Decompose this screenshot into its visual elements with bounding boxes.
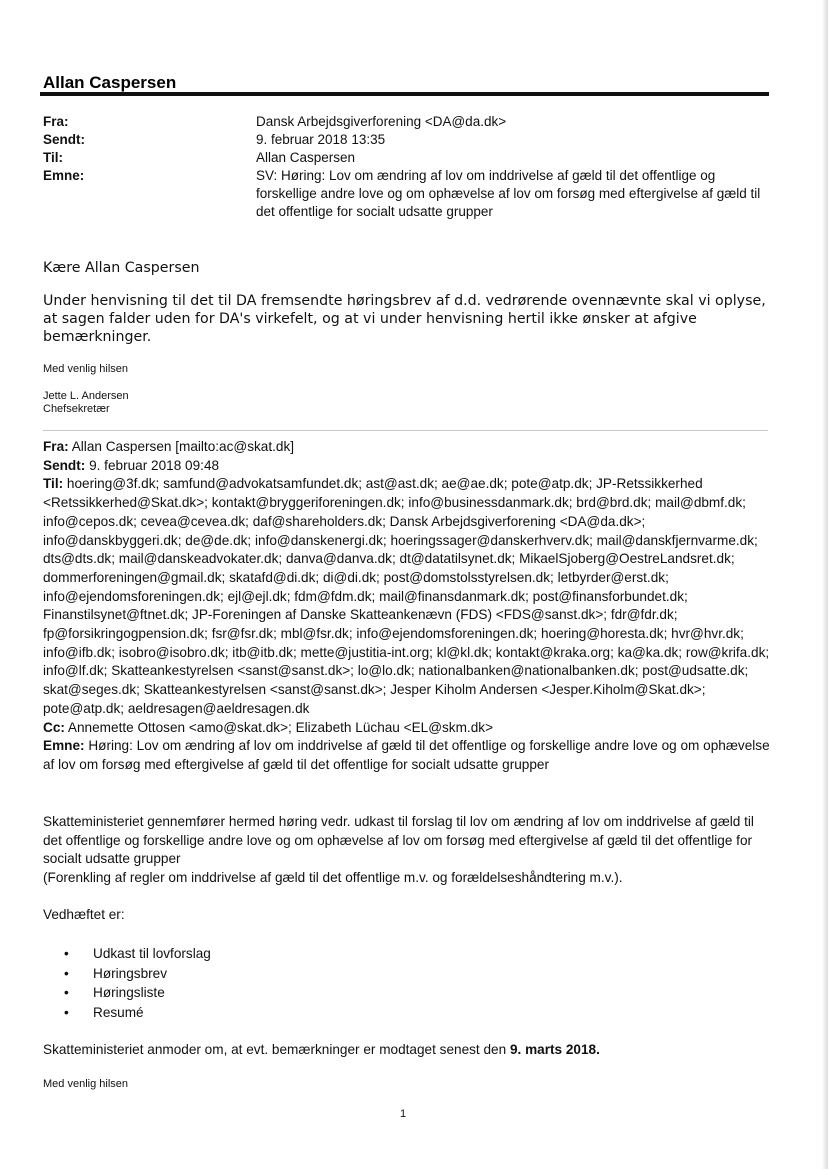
fwd-from-label: Fra: <box>43 439 69 454</box>
attachment-item <box>64 964 211 984</box>
fwd-to-label: Til: <box>43 476 64 492</box>
header-sent-value: 9. februar 2018 13:35 <box>256 132 386 147</box>
bullet-icon: • <box>64 985 69 1001</box>
fwd-from-value: Allan Caspersen [mailto:ac@skat.dk] <box>68 439 295 454</box>
header-to-label: Til: <box>43 150 63 165</box>
header-from-row <box>43 113 773 131</box>
sender-name: Allan Caspersen <box>43 73 177 92</box>
attached-label: Vedhæftet er: <box>43 907 125 922</box>
reply-body: Under henvisning til det til DA fremsendte høringsbrev af d.d. vedrørende ovennævnte skal vi oplyse, at sagen falder uden for DA's virkefelt, og at vi under henvisning hertil ikke ønsker at afgive bemærkninger. <box>43 293 766 345</box>
body-intro: Skatteministeriet gennemfører hermed høring vedr. udkast til forslag til lov om ændring af lov om inddrivelse af gæld til det offentlige og forskellige andre love og om ophævelse af lov om forsøg med eftergivelse af gæld til det offentlige for socialt udsatte grupper <box>43 814 754 867</box>
header-sent-label: Sendt: <box>43 132 85 147</box>
fwd-subject-value: Høring: Lov om ændring af lov om inddrivelse af gæld til det offentlige og forskellige andre love og om ophævelse af lov om forsøg med eftergivelse af gæld til det offentlige for socialt udsatte grupper <box>43 738 770 772</box>
attachment-item <box>64 983 211 1003</box>
bullet-icon: • <box>64 946 69 961</box>
signer-name: Jette L. Andersen <box>43 390 129 402</box>
bullet-icon: • <box>64 1005 69 1021</box>
body-closing: Med venlig hilsen <box>43 1078 128 1090</box>
deadline-line <box>43 1041 775 1060</box>
header-from-label: Fra: <box>43 114 69 129</box>
body-intro-note: (Forenkling af regler om inddrivelse af gæld til det offentlige m.v. og forældelseshåndtering m.v.). <box>43 870 623 885</box>
header-from-value: Dansk Arbejdsgiverforening <DA@da.dk> <box>256 114 507 129</box>
reply-closing: Med venlig hilsen <box>43 363 128 375</box>
attachment-label: Høringsbrev <box>93 965 168 981</box>
fwd-sent-value: 9. februar 2018 09:48 <box>85 457 220 473</box>
page-number: 1 <box>400 1108 407 1120</box>
fwd-subject-line <box>43 737 775 774</box>
fwd-sent-label: Sendt: <box>43 457 86 473</box>
deadline-date: 9. marts 2018. <box>509 1042 600 1057</box>
forwarded-header <box>43 438 775 775</box>
fwd-cc-value: Annemette Ottosen <amo@skat.dk>; Elizabeth Lüchau <EL@skm.dk> <box>64 719 494 735</box>
attachment-list <box>64 944 211 1023</box>
attachment-label: Høringsliste <box>93 985 165 1001</box>
attachment-item <box>64 1003 211 1023</box>
attachment-item <box>64 944 211 964</box>
attachment-label: Resumé <box>93 1005 144 1021</box>
deadline-text: Skatteministeriet anmoder om, at evt. bemærkninger er modtaget senest den <box>43 1042 510 1057</box>
fwd-cc-line <box>43 719 775 738</box>
message-divider <box>43 430 768 431</box>
fwd-subject-label: Emne: <box>43 738 85 754</box>
fwd-from-line <box>43 438 775 457</box>
header-subject-row <box>43 167 773 221</box>
fwd-to-line <box>43 475 775 718</box>
header-to-row <box>43 149 773 167</box>
email-header <box>43 113 773 221</box>
header-subject-value: SV: Høring: Lov om ændring af lov om inddrivelse af gæld til det offentlige og forskellige andre love og om ophævelse af lov om forsøg med eftergivelse af gæld til det offentlige for socialt udsatte grupper <box>256 168 761 219</box>
fwd-sent-line <box>43 457 775 476</box>
fwd-to-value: hoering@3f.dk; samfund@advokatsamfundet.dk; ast@ast.dk; ae@ae.dk; pote@atp.dk; JP-Retssikkerhed <Retssikkerhed@Skat.dk>; kontakt@bryggeriforeningen.dk; info@businessdanmark.dk; brd@brd.dk; mail@dbmf.dk; info@cepos.dk; cevea@cevea.dk; daf@shareholders.dk; Dansk Arbejdsgiverforening <DA@da.dk>; info@danskbyggeri.dk; de@de.dk; info@danskenergi.dk; hoeringssager@danskerhverv.dk; mail@danskfjernvarme.dk; dts@dts.dk; mail@danskeadvokater.dk; danva@danva.dk; dt@datatilsynet.dk; MikaelSjoberg@OestreLandsret.dk; dommerforeningen@gmail.dk; skatafd@di.dk; di@di.dk; post@domstolsstyrelsen.dk; letbyrder@erst.dk; info@ejendomsforeningen.dk; ejl@ejl.dk; fdm@fdm.dk; mail@finansdanmark.dk; post@finansforbundet.dk; Finanstilsynet@ftnet.dk; JP-Foreningen af Danske Skatteankenævn (FDS) <FDS@sanst.dk>; fdr@fdr.dk; fp@forsikringogpension.dk; fsr@fsr.dk; mbl@fsr.dk; info@ejendomsforeningen.dk; hoering@horesta.dk; hvr@hvr.dk; info@ifb.dk; isobro@isobro.dk; itb@itb.dk; mette@justitia-int.org; kl@kl.dk; kontakt@kraka.org; ka@ka.dk; row@krifa.dk; info@lf.dk; Skatteankestyrelsen <sanst@sanst.dk>; lo@lo.dk; nationalbanken@nationalbanken.dk; post@udsatte.dk; skat@seges.dk; Skatteankestyrelsen <sanst@sanst.dk>; Jesper Kiholm Andersen <Jesper.Kiholm@Skat.dk>; pote@atp.dk; aeldresagen@aeldresagen.dk <box>43 476 770 716</box>
fwd-cc-label: Cc: <box>43 719 65 735</box>
header-subject-label: Emne: <box>43 168 85 183</box>
header-rule <box>40 92 769 96</box>
signer-title: Chefsekretær <box>43 403 110 415</box>
header-to-value: Allan Caspersen <box>256 150 356 165</box>
bullet-icon: • <box>64 965 69 981</box>
reply-greeting: Kære Allan Caspersen <box>43 260 200 276</box>
header-sent-row <box>43 131 773 149</box>
attachment-label: Udkast til lovforslag <box>93 946 211 961</box>
scan-edge <box>822 0 828 1169</box>
